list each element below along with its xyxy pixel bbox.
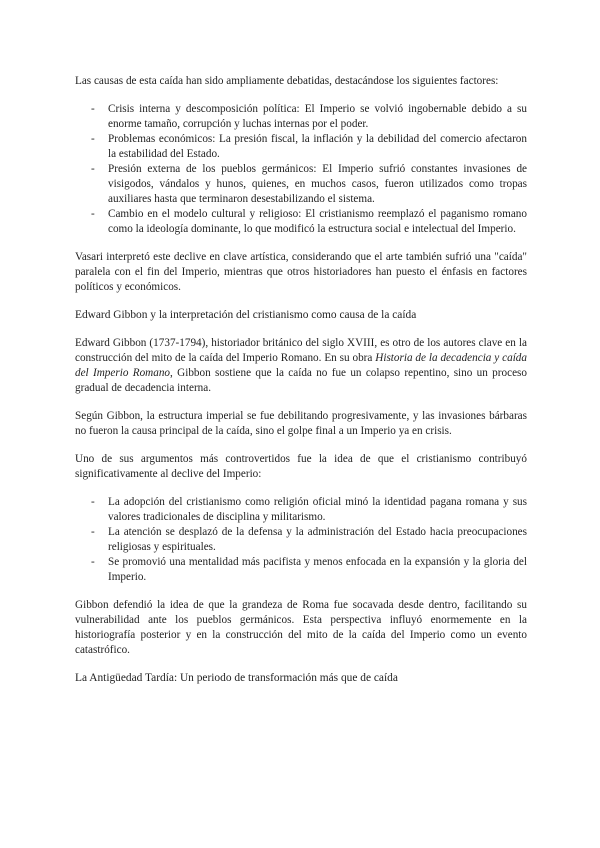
list-item bbox=[75, 525, 527, 555]
list-item-text: Se promovió una mentalidad más pacifista y menos enfocada en la expansión y la gloria del Imperio. bbox=[108, 556, 527, 583]
section-heading-gibbon: Edward Gibbon y la interpretación del cristianismo como causa de la caída bbox=[75, 309, 417, 321]
list-item bbox=[75, 207, 527, 237]
list-item-text: La adopción del cristianismo como religión oficial minó la identidad pagana romana y sus valores tradicionales de disciplina y militarismo. bbox=[108, 496, 527, 523]
gibbon-argument-paragraph: Uno de sus argumentos más controvertidos fue la idea de que el cristianismo contribuyó significativamente al declive del Imperio: bbox=[75, 453, 527, 480]
vasari-paragraph: Vasari interpretó este declive en clave artística, considerando que el arte también sufrió una "caída" paralela con el fin del Imperio, mientras que otros historiadores han puesto el énfasis en factores políticos y económicos. bbox=[75, 251, 527, 293]
bullet-dash: - bbox=[91, 163, 95, 175]
document-page bbox=[75, 74, 527, 686]
gibbon-conclusion-paragraph: Gibbon defendió la idea de que la grandeza de Roma fue socavada desde dentro, facilitando su vulnerabilidad ante los pueblos germánicos. Esta perspectiva influyó enormemente en la historiografía posterior y en la construcción del mito de la caída del Imperio como un evento catastrófico. bbox=[75, 599, 527, 656]
bullet-dash: - bbox=[91, 526, 95, 538]
gibbon-structure-paragraph: Según Gibbon, la estructura imperial se fue debilitando progresivamente, y las invasiones bárbaras no fueron la causa principal de la caída, sino el golpe final a un Imperio ya en crisis. bbox=[75, 410, 527, 437]
gibbon-intro-text: Edward Gibbon (1737-1794), historiador británico del siglo XVIII, es otro de los autores clave en la construcción del mito de la caída del Imperio Romano. En su obra bbox=[75, 337, 527, 364]
gibbon-intro-paragraph bbox=[75, 336, 527, 396]
list-item-text: Crisis interna y descomposición política: El Imperio se volvió ingobernable debido a su enorme tamaño, corrupción y luchas internas por el poder. bbox=[108, 103, 527, 130]
bullet-dash: - bbox=[91, 208, 95, 220]
bullet-dash: - bbox=[91, 556, 95, 568]
list-item bbox=[75, 555, 527, 585]
list-item-text: Presión externa de los pueblos germánicos: El Imperio sufrió constantes invasiones de visigodos, vándalos y hunos, quienes, en muchos casos, fueron utilizados como tropas auxiliares hasta que terminaron desestabilizando el sistema. bbox=[108, 163, 527, 205]
section-heading-antiguedad: La Antigüedad Tardía: Un periodo de transformación más que de caída bbox=[75, 672, 398, 684]
list-item-text: Cambio en el modelo cultural y religioso: El cristianismo reemplazó el paganismo romano como la ideología dominante, lo que modificó la estructura social e intelectual del Imperio. bbox=[108, 208, 527, 235]
list-item bbox=[75, 162, 527, 207]
list-item-text: La atención se desplazó de la defensa y la administración del Estado hacia preocupaciones religiosas y espirituales. bbox=[108, 526, 527, 553]
bullet-dash: - bbox=[91, 133, 95, 145]
list-item bbox=[75, 132, 527, 162]
gibbon-intro-text-end: , Gibbon sostiene que la caída no fue un colapso repentino, sino un proceso gradual de decadencia interna. bbox=[75, 367, 527, 394]
arguments-list bbox=[75, 495, 527, 585]
intro-paragraph: Las causas de esta caída han sido ampliamente debatidas, destacándose los siguientes factores: bbox=[75, 75, 499, 87]
list-item bbox=[75, 102, 527, 132]
factors-list bbox=[75, 102, 527, 237]
book-title: Historia de la decadencia y caída del Imperio Romano bbox=[75, 352, 527, 379]
list-item bbox=[75, 495, 527, 525]
list-item-text: Problemas económicos: La presión fiscal, la inflación y la debilidad del comercio afectaron la estabilidad del Estado. bbox=[108, 133, 527, 160]
bullet-dash: - bbox=[91, 496, 95, 508]
bullet-dash: - bbox=[91, 103, 95, 115]
